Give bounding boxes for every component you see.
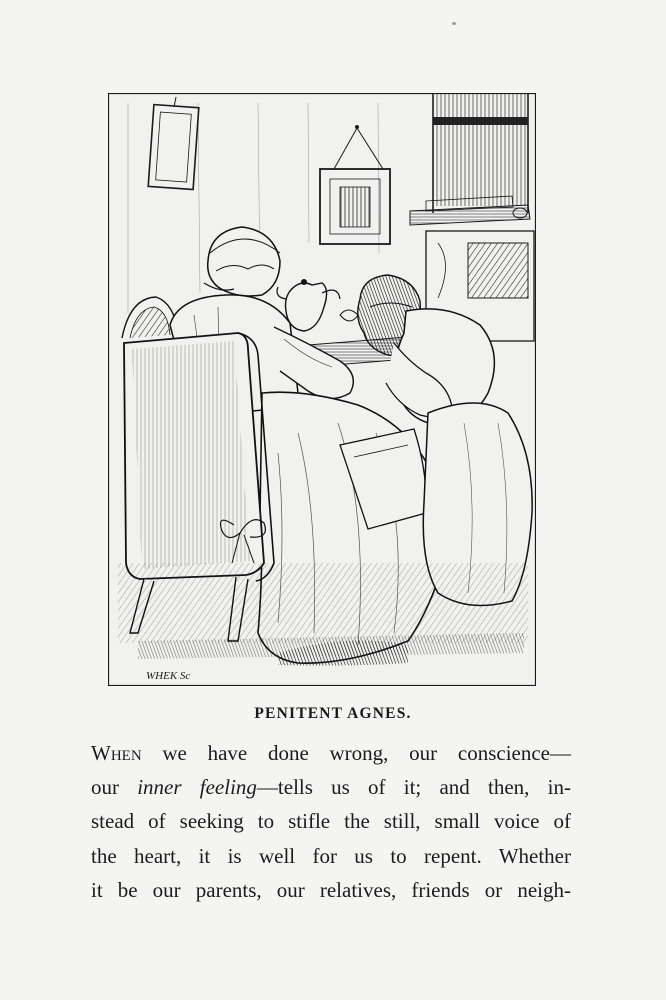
- page-speck: [452, 22, 456, 25]
- paragraph-line-5: it be our parents, our relatives, friends or neigh-: [91, 877, 571, 902]
- paragraph-line-2: [91, 770, 571, 804]
- line-2-before: our: [91, 775, 138, 800]
- paragraph-line-4: the heart, it is well for us to repent. Whether: [91, 843, 571, 868]
- body-paragraph: [91, 736, 571, 907]
- paragraph-line-1: [91, 736, 571, 770]
- engraver-signature: WHEK Sc: [146, 670, 191, 682]
- paragraph-line-3: stead of seeking to stifle the still, small voice of: [91, 809, 571, 834]
- window-curtain: [433, 94, 528, 213]
- emphasis-inner-feeling: inner feeling: [137, 775, 257, 800]
- line-2-after: —tells us of it; and then, in-: [256, 775, 571, 800]
- illustration-caption: PENITENT AGNES.: [254, 705, 412, 722]
- engraving-illustration: [108, 93, 536, 686]
- lead-word: When: [91, 741, 142, 765]
- floor-shading: [118, 563, 528, 666]
- line-1-rest: we have done wrong, our conscience—: [141, 741, 571, 765]
